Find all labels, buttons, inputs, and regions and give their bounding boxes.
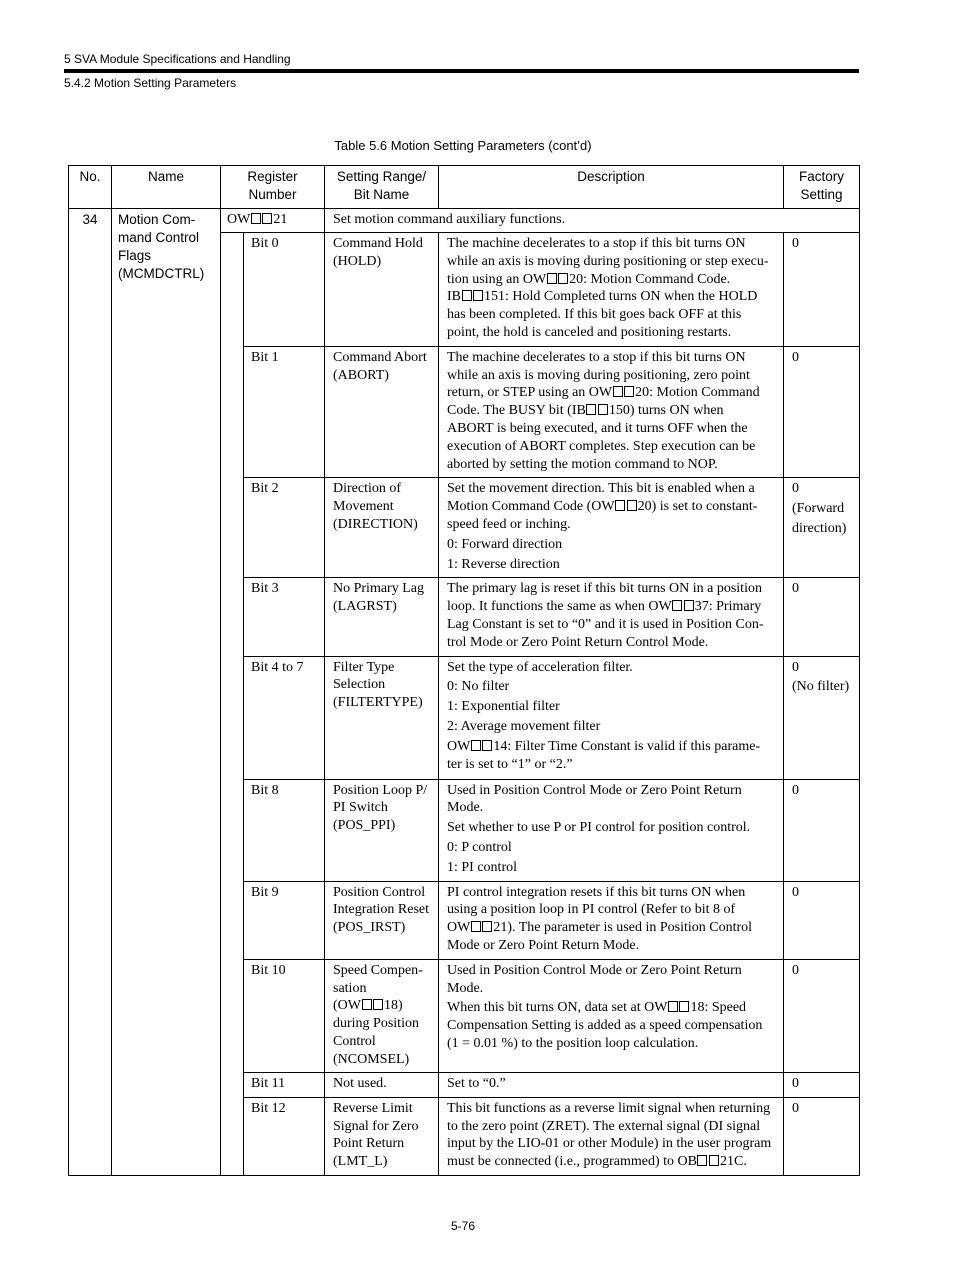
col-header-description: Description bbox=[439, 166, 784, 209]
description-line: ABORT is being executed, and it turns OFF when the bbox=[447, 420, 748, 436]
bit-name-line: (OW 18) bbox=[333, 998, 403, 1014]
factory-setting bbox=[784, 881, 860, 959]
factory-setting-line: 0 bbox=[792, 581, 799, 597]
bit-name-line: sation bbox=[333, 980, 367, 996]
factory-setting bbox=[784, 478, 860, 578]
placeholder-box-icon bbox=[547, 273, 557, 284]
factory-setting-line: 0 bbox=[792, 659, 799, 675]
description-line: Set whether to use P or PI control for position control. bbox=[447, 820, 751, 836]
param-name-line: Flags bbox=[118, 248, 152, 263]
bit-name bbox=[325, 881, 439, 959]
indent-column bbox=[221, 233, 244, 1176]
placeholder-box-icon bbox=[598, 404, 608, 415]
description-line: execution of ABORT completes. Step execution can be bbox=[447, 438, 756, 454]
bit-description bbox=[439, 346, 784, 478]
bit-name-line: (NCOMSEL) bbox=[333, 1051, 410, 1067]
header-rule bbox=[64, 69, 859, 73]
description-line: 0: No filter bbox=[447, 679, 510, 695]
description-line: point, the hold is canceled and positioning restarts. bbox=[447, 324, 732, 340]
bit-name-line: (DIRECTION) bbox=[333, 516, 418, 532]
bit-name-line: Selection bbox=[333, 677, 386, 693]
bit-name-line: Movement bbox=[333, 499, 394, 515]
table-caption bbox=[0, 138, 954, 153]
bit-description bbox=[439, 959, 784, 1072]
bit-name bbox=[325, 578, 439, 656]
param-no: 34 bbox=[69, 209, 112, 1176]
placeholder-box-icon bbox=[668, 1001, 678, 1012]
bit-name bbox=[325, 346, 439, 478]
bit-name-line: Position Loop P/ bbox=[333, 782, 428, 798]
page-number-text: 5-76 bbox=[450, 1219, 476, 1233]
description-line: The machine decelerates to a stop if this bit turns ON bbox=[447, 236, 746, 251]
bit-number: Bit 9 bbox=[244, 881, 325, 959]
factory-setting bbox=[784, 959, 860, 1072]
param-name-line: Motion Com- bbox=[118, 212, 196, 227]
placeholder-box-icon bbox=[672, 600, 682, 611]
bit-name-line: Position Control bbox=[333, 884, 426, 900]
bit-name-line: Control bbox=[333, 1033, 376, 1049]
placeholder-box-icon bbox=[558, 273, 568, 284]
description-line: Compensation Setting is added as a speed compensation bbox=[447, 1018, 763, 1034]
description-line: to the zero point (ZRET). The external signal (DI signal bbox=[447, 1118, 761, 1134]
description-line: has been completed. If this bit goes back OFF at this bbox=[447, 307, 742, 323]
description-line: loop. It functions the same as when OW 37: Primary bbox=[447, 599, 762, 615]
factory-setting bbox=[784, 233, 860, 347]
param-name bbox=[112, 209, 221, 1176]
table-header-row bbox=[69, 166, 860, 209]
placeholder-box-icon bbox=[471, 740, 481, 751]
bit-name-line: Filter Type bbox=[333, 659, 395, 675]
page-number bbox=[0, 1219, 954, 1233]
placeholder-box-icon bbox=[679, 1001, 689, 1012]
factory-setting bbox=[784, 578, 860, 656]
factory-setting-line: 0 bbox=[792, 349, 799, 365]
factory-setting bbox=[784, 779, 860, 881]
bit-number: Bit 3 bbox=[244, 578, 325, 656]
description-line: Mode or Zero Point Return Mode. bbox=[447, 937, 640, 953]
col-header-setting: Setting Range/ Bit Name bbox=[325, 166, 439, 209]
bit-number: Bit 12 bbox=[244, 1097, 325, 1175]
description-line: Motion Command Code (OW 20) is set to constant- bbox=[447, 499, 758, 515]
bit-name bbox=[325, 656, 439, 779]
placeholder-box-icon bbox=[586, 404, 596, 415]
factory-setting bbox=[784, 1097, 860, 1175]
description-line: IB 151: Hold Completed turns ON when the HOLD bbox=[447, 289, 758, 305]
col-header-name: Name bbox=[112, 166, 221, 209]
bit-description bbox=[439, 478, 784, 578]
bit-name-line: Command Abort bbox=[333, 349, 427, 365]
placeholder-box-icon bbox=[684, 600, 694, 611]
bit-name-line: Integration Reset bbox=[333, 902, 430, 918]
col-header-no: No. bbox=[69, 166, 112, 209]
bit-number: Bit 0 bbox=[244, 233, 325, 347]
factory-setting-line: 0 bbox=[792, 236, 799, 251]
description-line: tion using an OW 20: Motion Command Code. bbox=[447, 271, 731, 287]
factory-setting-line: 0 bbox=[792, 481, 799, 497]
param-name-line: (MCMDCTRL) bbox=[118, 266, 205, 281]
bit-description bbox=[439, 233, 784, 347]
description-line: This bit functions as a reverse limit signal when returning bbox=[447, 1100, 771, 1116]
bit-name-line: Direction of bbox=[333, 481, 402, 497]
bit-name-line: (LMT_L) bbox=[333, 1154, 388, 1170]
description-paragraph bbox=[447, 859, 777, 877]
description-paragraph bbox=[447, 839, 777, 857]
bit-name-line: during Position bbox=[333, 1016, 419, 1032]
bit-name-line: No Primary Lag bbox=[333, 581, 424, 597]
placeholder-box-icon bbox=[613, 386, 623, 397]
factory-setting-line: 0 bbox=[792, 1100, 799, 1116]
description-paragraph bbox=[447, 962, 777, 998]
description-line: Set to “0.” bbox=[447, 1075, 506, 1091]
bit-number: Bit 11 bbox=[244, 1072, 325, 1097]
description-line: ter is set to “1” or “2.” bbox=[447, 756, 573, 772]
description-paragraph bbox=[447, 1100, 777, 1171]
description-paragraph bbox=[447, 782, 777, 818]
description-paragraph bbox=[447, 819, 777, 837]
description-line: The machine decelerates to a stop if this bit turns ON bbox=[447, 349, 746, 365]
placeholder-box-icon bbox=[624, 386, 634, 397]
bit-description bbox=[439, 578, 784, 656]
chapter-header: 5 SVA Module Specifications and Handling bbox=[64, 52, 291, 66]
description-line: OW 21). The parameter is used in Position Control bbox=[447, 920, 753, 936]
placeholder-box-icon bbox=[627, 500, 637, 511]
bit-description bbox=[439, 779, 784, 881]
description-line: return, or STEP using an OW 20: Motion Command bbox=[447, 385, 760, 401]
bit-name bbox=[325, 1072, 439, 1097]
factory-setting bbox=[784, 656, 860, 779]
description-line: Mode. bbox=[447, 980, 484, 996]
description-line: 0: Forward direction bbox=[447, 536, 563, 552]
description-paragraph bbox=[447, 718, 777, 736]
bit-name-line: PI Switch bbox=[333, 800, 388, 816]
description-line: Mode. bbox=[447, 800, 484, 816]
description-paragraph bbox=[447, 235, 777, 342]
description-line: Used in Position Control Mode or Zero Point Return bbox=[447, 782, 742, 798]
bit-number: Bit 2 bbox=[244, 478, 325, 578]
description-line: PI control integration resets if this bit turns ON when bbox=[447, 884, 746, 900]
factory-setting-line: (Forward bbox=[792, 501, 845, 517]
bit-name bbox=[325, 478, 439, 578]
placeholder-box-icon bbox=[251, 213, 261, 224]
placeholder-box-icon bbox=[373, 999, 383, 1010]
description-line: The primary lag is reset if this bit turns ON in a position bbox=[447, 581, 762, 597]
description-line: speed feed or inching. bbox=[447, 516, 571, 532]
bit-description bbox=[439, 881, 784, 959]
bit-name-line: Point Return bbox=[333, 1136, 405, 1152]
factory-setting-line: 0 bbox=[792, 1075, 799, 1091]
bit-name bbox=[325, 959, 439, 1072]
description-line: using a position loop in PI control (Refer to bit 8 of bbox=[447, 902, 736, 918]
bit-name-line: (LAGRST) bbox=[333, 599, 397, 615]
description-line: aborted by setting the motion command to NOP. bbox=[447, 456, 718, 472]
bit-name-line: (POS_PPI) bbox=[333, 818, 396, 834]
description-paragraph bbox=[447, 698, 777, 716]
description-line: trol Mode or Zero Point Return Control Mode. bbox=[447, 634, 709, 650]
description-paragraph bbox=[447, 349, 777, 474]
description-line: Lag Constant is set to “0” and it is used in Position Con- bbox=[447, 616, 764, 632]
bit-name-line: (FILTERTYPE) bbox=[333, 695, 423, 711]
bit-number: Bit 10 bbox=[244, 959, 325, 1072]
bit-name-line: Reverse Limit bbox=[333, 1100, 413, 1116]
description-paragraph bbox=[447, 580, 777, 651]
factory-setting-line: 0 bbox=[792, 782, 799, 798]
description-line: must be connected (i.e., programmed) to OB 21C. bbox=[447, 1154, 747, 1170]
description-line: 1: Exponential filter bbox=[447, 699, 560, 715]
col-header-register: Register Number bbox=[221, 166, 325, 209]
placeholder-box-icon bbox=[471, 921, 481, 932]
bit-name-line: Not used. bbox=[333, 1075, 387, 1091]
placeholder-box-icon bbox=[473, 290, 483, 301]
section-header: 5.4.2 Motion Setting Parameters bbox=[64, 76, 237, 90]
description-line: OW 14: Filter Time Constant is valid if this parame- bbox=[447, 738, 761, 754]
description-paragraph bbox=[447, 556, 777, 574]
factory-setting-line: 0 bbox=[792, 962, 799, 978]
description-line: 1: PI control bbox=[447, 859, 517, 875]
register-number: OW 21 bbox=[221, 209, 325, 233]
placeholder-box-icon bbox=[262, 213, 272, 224]
description-line: while an axis is moving during positioning or step execu- bbox=[447, 253, 769, 269]
description-line: Set the type of acceleration filter. bbox=[447, 659, 633, 675]
description-line: Set the movement direction. This bit is enabled when a bbox=[447, 481, 755, 497]
description-line: Used in Position Control Mode or Zero Point Return bbox=[447, 962, 742, 978]
bit-number: Bit 4 to 7 bbox=[244, 656, 325, 779]
factory-setting bbox=[784, 346, 860, 478]
description-paragraph bbox=[447, 738, 777, 774]
bit-number: Bit 1 bbox=[244, 346, 325, 478]
param-name-line: mand Control bbox=[118, 230, 200, 245]
bit-description bbox=[439, 1097, 784, 1175]
description-paragraph bbox=[447, 536, 777, 554]
description-paragraph bbox=[447, 678, 777, 696]
description-line: 2: Average movement filter bbox=[447, 718, 601, 734]
placeholder-box-icon bbox=[697, 1155, 707, 1166]
bit-name-line: (ABORT) bbox=[333, 367, 389, 383]
table-caption-text: Table 5.6 Motion Setting Parameters (cont’d) bbox=[334, 138, 592, 153]
placeholder-box-icon bbox=[615, 500, 625, 511]
bit-name-line: (HOLD) bbox=[333, 253, 382, 269]
bit-description bbox=[439, 1072, 784, 1097]
placeholder-box-icon bbox=[482, 740, 492, 751]
description-paragraph bbox=[447, 999, 777, 1052]
factory-setting-line: 0 bbox=[792, 884, 799, 900]
bit-name bbox=[325, 779, 439, 881]
description-paragraph bbox=[447, 884, 777, 955]
bit-number: Bit 8 bbox=[244, 779, 325, 881]
description-paragraph bbox=[447, 1075, 777, 1093]
description-line: while an axis is moving during positioning, zero point bbox=[447, 367, 750, 383]
description-paragraph bbox=[447, 480, 777, 533]
bit-name bbox=[325, 233, 439, 347]
bit-description bbox=[439, 656, 784, 779]
bit-name-line: Speed Compen- bbox=[333, 962, 423, 978]
placeholder-box-icon bbox=[709, 1155, 719, 1166]
placeholder-box-icon bbox=[362, 999, 372, 1010]
description-line: 1: Reverse direction bbox=[447, 556, 560, 572]
bit-name-line: Command Hold bbox=[333, 236, 423, 251]
description-line: input by the LIO-01 or other Module) in the user program bbox=[447, 1136, 772, 1152]
factory-setting-line: (No filter) bbox=[792, 679, 850, 695]
register-row bbox=[69, 209, 860, 233]
bit-name-line: Signal for Zero bbox=[333, 1118, 419, 1134]
bit-name-line: (POS_IRST) bbox=[333, 920, 406, 936]
placeholder-box-icon bbox=[462, 290, 472, 301]
description-paragraph bbox=[447, 659, 777, 677]
factory-setting bbox=[784, 1072, 860, 1097]
description-line: Code. The BUSY bit (IB 150) turns ON when bbox=[447, 403, 724, 419]
motion-parameters-table bbox=[68, 165, 860, 1176]
factory-setting-line: direction) bbox=[792, 520, 847, 536]
register-description: Set motion command auxiliary functions. bbox=[325, 209, 860, 233]
placeholder-box-icon bbox=[482, 921, 492, 932]
bit-name bbox=[325, 1097, 439, 1175]
description-line: (1 = 0.01 %) to the position loop calculation. bbox=[447, 1035, 699, 1051]
col-header-factory: Factory Setting bbox=[784, 166, 860, 209]
description-line: 0: P control bbox=[447, 839, 512, 855]
description-line: When this bit turns ON, data set at OW 18: Speed bbox=[447, 1000, 747, 1016]
